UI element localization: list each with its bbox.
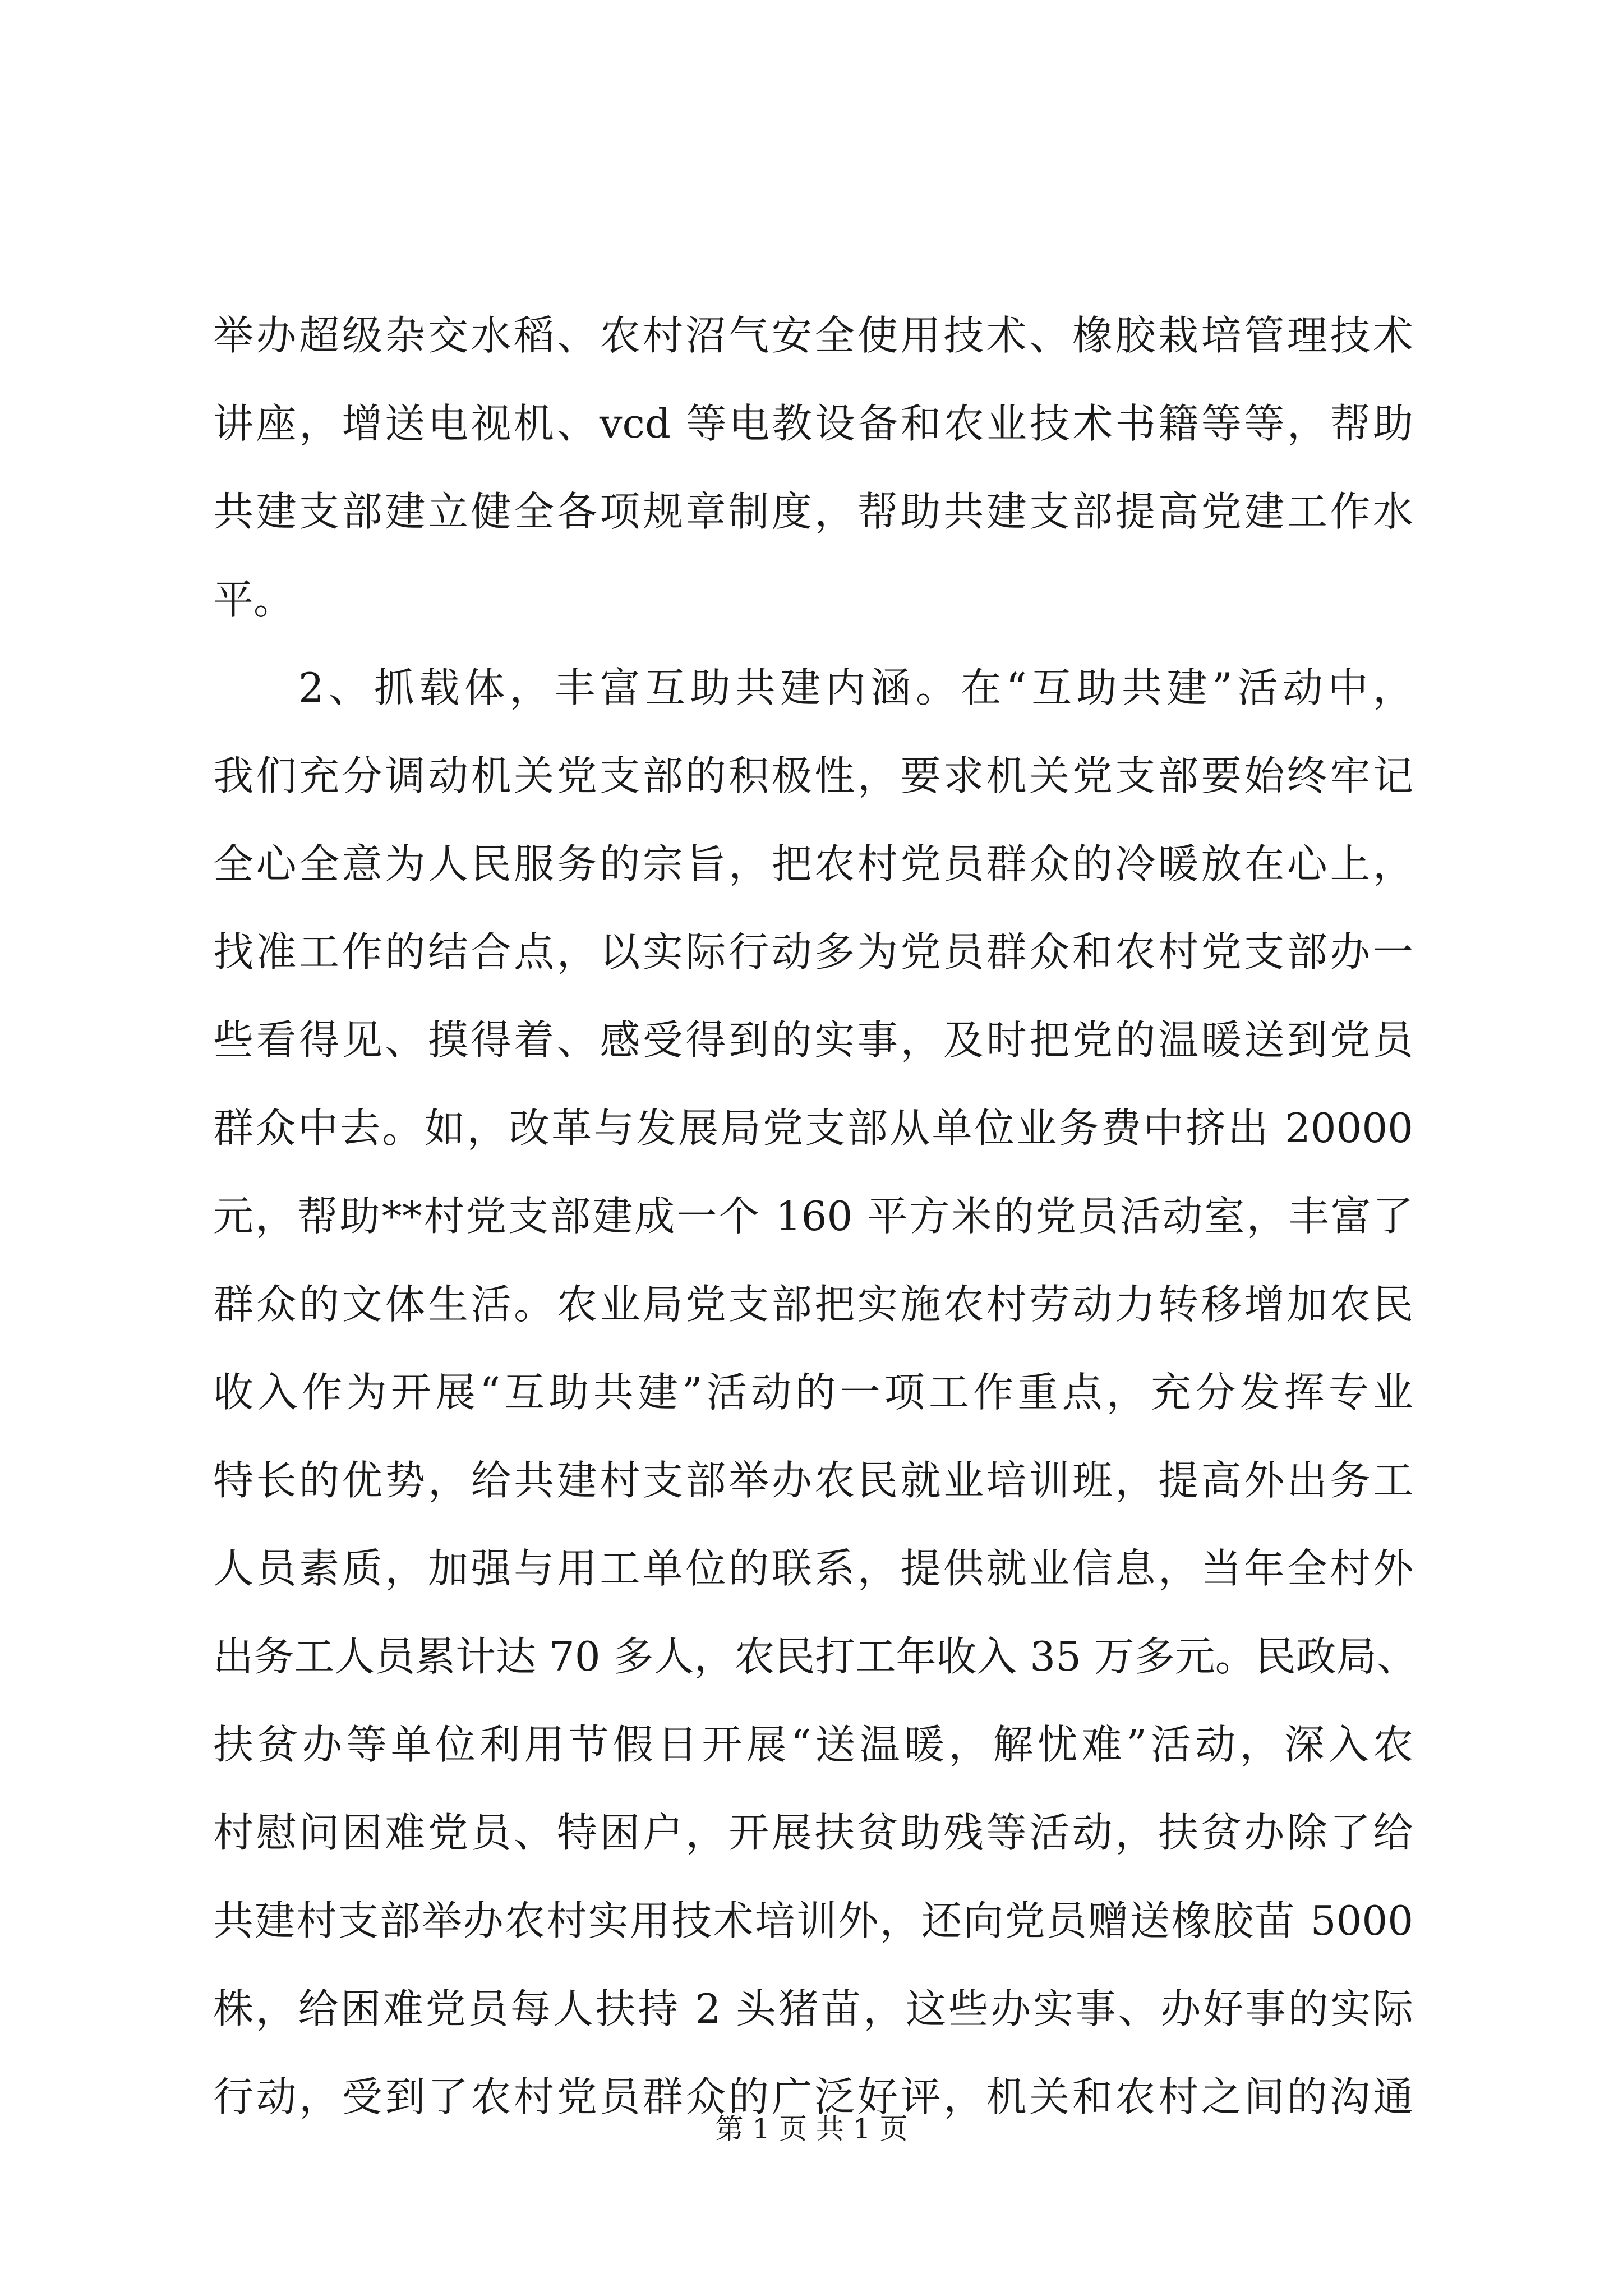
text-line: 村慰问困难党员、特困户，开展扶贫助残等活动，扶贫办除了给 bbox=[213, 1809, 1413, 1856]
text-line: 群众中去。如，改革与发展局党支部从单位业务费中挤出 20000 bbox=[213, 1105, 1413, 1152]
text-line: 群众的文体生活。农业局党支部把实施农村劳动力转移增加农民 bbox=[213, 1281, 1413, 1328]
text-line: 株，给困难党员每人扶持 2 头猪苗，这些办实事、办好事的实际 bbox=[213, 1985, 1413, 2032]
text-line: 全心全意为人民服务的宗旨，把农村党员群众的冷暖放在心上， bbox=[213, 840, 1413, 887]
text-line: 人员素质，加强与用工单位的联系，提供就业信息，当年全村外 bbox=[213, 1545, 1413, 1592]
text-line: 些看得见、摸得着、感受得到的实事，及时把党的温暖送到党员 bbox=[213, 1016, 1413, 1064]
text-line: 行动，受到了农村党员群众的广泛好评，机关和农村之间的沟通 bbox=[213, 2073, 1413, 2120]
text-line: 平。 bbox=[213, 576, 294, 623]
text-line: 共建支部建立健全各项规章制度，帮助共建支部提高党建工作水 bbox=[213, 488, 1413, 535]
text-line: 元，帮助**村党支部建成一个 160 平方米的党员活动室，丰富了 bbox=[213, 1193, 1413, 1240]
text-line: 收入作为开展“互助共建”活动的一项工作重点，充分发挥专业 bbox=[213, 1369, 1413, 1416]
text-line: 共建村支部举办农村实用技术培训外，还向党员赠送橡胶苗 5000 bbox=[213, 1897, 1413, 1944]
text-line: 举办超级杂交水稻、农村沼气安全使用技术、橡胶栽培管理技术 bbox=[213, 312, 1413, 359]
text-line: 讲座，增送电视机、vcd 等电教设备和农业技术书籍等等，帮助 bbox=[213, 400, 1413, 447]
text-line: 出务工人员累计达 70 多人，农民打工年收入 35 万多元。民政局、 bbox=[213, 1633, 1417, 1680]
text-line: 扶贫办等单位利用节假日开展“送温暖，解忧难”活动，深入农 bbox=[213, 1721, 1413, 1768]
document-body bbox=[213, 292, 1417, 2141]
text-line: 找准工作的结合点，以实际行动多为党员群众和农村党支部办一 bbox=[213, 928, 1413, 976]
text-line: 特长的优势，给共建村支部举办农民就业培训班，提高外出务工 bbox=[213, 1457, 1413, 1504]
text-line: 我们充分调动机关党支部的积极性，要求机关党支部要始终牢记 bbox=[213, 752, 1413, 799]
paragraph-first-line: 2、抓载体，丰富互助共建内涵。在“互助共建”活动中， bbox=[298, 664, 1413, 711]
page-number-footer: 第 1 页 共 1 页 bbox=[715, 2113, 908, 2145]
